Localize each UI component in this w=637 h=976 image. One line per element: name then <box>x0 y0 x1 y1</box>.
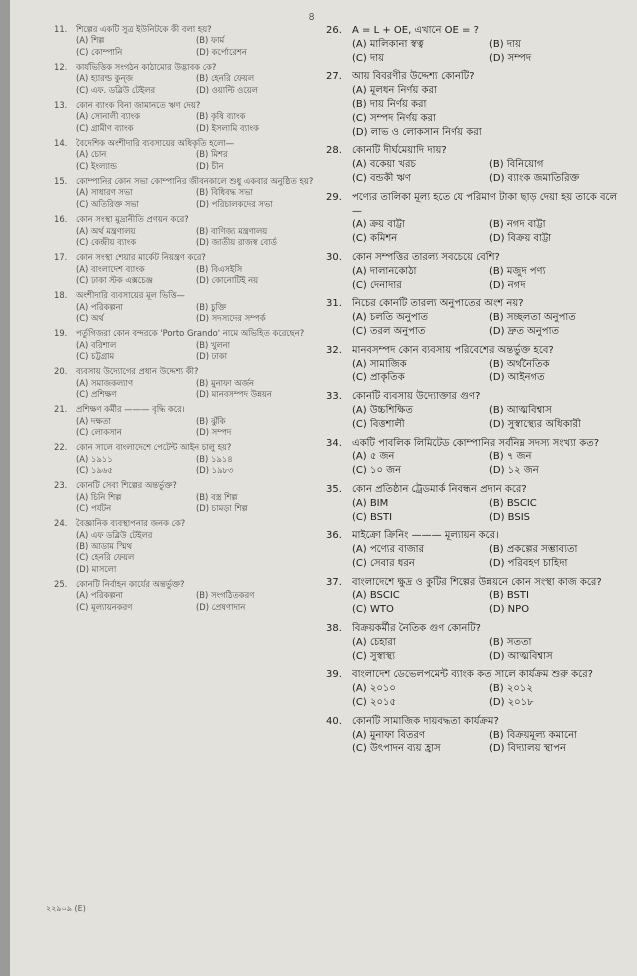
question-row <box>54 138 316 149</box>
question-item <box>54 252 316 286</box>
answer-option: (C) প্রাকৃতিক <box>352 372 405 384</box>
question-item <box>326 668 626 709</box>
answer-option: (B) বাণিজ্য মন্ত্রণালয় <box>196 225 268 236</box>
options-list <box>54 340 316 363</box>
question-item <box>54 24 316 58</box>
answer-option: (D) ওয়াল্টি ওয়েল <box>196 84 258 95</box>
question-number: 36. <box>326 530 342 542</box>
answer-option: (C) বিত্তশালী <box>352 418 405 430</box>
options-list <box>54 416 316 439</box>
question-number: 18. <box>54 290 68 301</box>
answer-option: (D) সম্পদ <box>489 52 532 64</box>
left-column <box>54 24 316 617</box>
question-text: কোন সম্পত্তির তারল্য সবচেয়ে বেশি? <box>352 251 500 263</box>
question-number: 21. <box>54 404 68 415</box>
question-item <box>326 576 626 617</box>
question-row <box>54 328 316 339</box>
question-row <box>54 442 316 453</box>
answer-option: (A) উচ্চশিক্ষিত <box>352 404 413 416</box>
question-item <box>326 251 626 292</box>
answer-option: (D) প্রেষণাদান <box>196 601 246 612</box>
answer-option: (D) ইসলামি ব্যাংক <box>196 122 259 133</box>
question-text: কোন ব্যাংক বিনা জামানতে ঋণ দেয়? <box>76 100 201 111</box>
question-number: 15. <box>54 176 68 187</box>
question-row <box>326 622 626 636</box>
answer-option: (D) ঢাকা <box>196 350 228 361</box>
answer-option: (A) BSCIC <box>352 590 400 602</box>
answer-option: (D) জাতীয় রাজস্ব বোর্ড <box>196 236 277 247</box>
answer-option: (A) পরিকল্পনা <box>76 301 123 312</box>
options-list <box>326 497 626 525</box>
question-row <box>326 576 626 590</box>
answer-option: (C) সেবার ধরন <box>352 557 415 569</box>
question-number: 35. <box>326 483 342 495</box>
question-text: আয় বিবরণীর উদ্দেশ্য কোনটি? <box>352 71 475 83</box>
answer-option: (A) দালানকোঠা <box>352 265 417 277</box>
question-item <box>54 579 316 613</box>
answer-option: (B) দায় নির্ণয় করা <box>352 98 427 110</box>
answer-option: (D) পরিবহণ চাহিদা <box>489 557 568 569</box>
answer-option: (B) ফার্ম <box>196 35 225 46</box>
question-item <box>326 483 626 524</box>
answer-option: (A) মুনাফা বিতরণ <box>352 729 426 741</box>
question-number: 22. <box>54 442 68 453</box>
options-list <box>54 73 316 96</box>
answer-option: (A) চেহারা <box>352 636 396 648</box>
question-row <box>54 290 316 301</box>
answer-option: (A) চিনি শিল্প <box>76 491 122 502</box>
answer-option: (B) হেনরি ফেয়ল <box>196 73 255 84</box>
question-item <box>326 529 626 570</box>
question-text: কোনটি ব্যবসায় উদ্যোক্তার গুণ? <box>352 391 481 403</box>
question-item <box>54 138 316 172</box>
question-text: বিক্রয়কর্মীর নৈতিক গুণ কোনটি? <box>352 623 481 635</box>
answer-option: (B) বস্ত্র শিল্প <box>196 491 238 502</box>
answer-option: (C) বন্ডকী ঋণ <box>352 172 411 184</box>
options-list <box>54 111 316 134</box>
answer-option: (A) সোনালী ব্যাংক <box>76 111 140 122</box>
question-text: মানবসম্পদ কোন ব্যবসায় পরিবেশের অন্তর্ভুক্ত হবে? <box>352 344 554 356</box>
question-number: 38. <box>326 623 342 635</box>
answer-option: (D) মাসলো <box>76 563 117 574</box>
options-list <box>326 682 626 710</box>
question-item <box>326 297 626 338</box>
question-number: 30. <box>326 251 342 263</box>
question-text: কোন সালে বাংলাদেশে পেটেন্ট আইন চালু হয়? <box>76 442 232 453</box>
question-number: 13. <box>54 100 68 111</box>
question-row <box>54 176 316 187</box>
options-list <box>54 187 316 210</box>
question-item <box>326 390 626 431</box>
question-number: 14. <box>54 138 68 149</box>
answer-option: (B) প্রকল্পের সম্ভাব্যতা <box>489 544 578 556</box>
answer-option: (A) হ্যারল্ড কুন্জ <box>76 73 134 84</box>
answer-option: (C) কমিশন <box>352 233 398 245</box>
question-row <box>326 191 626 219</box>
answer-option: (D) ১২ জন <box>489 465 539 477</box>
answer-option: (C) হেনরি ফেয়ল <box>76 552 135 563</box>
answer-option: (A) বকেয়া খরচ <box>352 159 416 171</box>
answer-option: (C) গ্রামীণ ব্যাংক <box>76 122 134 133</box>
exam-page <box>10 0 637 976</box>
answer-option: (C) সুস্বাস্থ্য <box>352 650 396 662</box>
question-item <box>326 622 626 663</box>
question-text: মাইক্রো ক্রিনিং ——— মূল্যায়ন করে। <box>352 530 499 542</box>
question-text: কোনটি সেবা শিল্পের অন্তর্ভুক্ত? <box>76 480 177 491</box>
answer-option: (D) মানবসম্পদ উন্নয়ন <box>196 388 272 399</box>
answer-option: (B) আত্মবিশ্বাস <box>489 404 552 416</box>
question-number: 40. <box>326 715 342 727</box>
question-item <box>54 328 316 362</box>
options-list <box>326 636 626 664</box>
question-number: 29. <box>326 191 342 203</box>
question-item <box>326 715 626 756</box>
answer-option: (B) ৭ জন <box>489 451 532 463</box>
question-text: কোন সংস্থা শেয়ার মার্কেট নিয়ন্ত্রণ করে? <box>76 252 206 263</box>
answer-option: (A) এফ ডব্লিউ টেইলর <box>76 529 153 540</box>
right-column <box>326 24 626 761</box>
answer-option: (A) পরিকল্পনা <box>76 590 123 601</box>
question-number: 39. <box>326 669 342 681</box>
question-number: 17. <box>54 252 68 263</box>
question-row <box>326 390 626 404</box>
question-number: 33. <box>326 391 342 403</box>
answer-option: (B) দায় <box>489 38 521 50</box>
answer-option: (A) বরিশাল <box>76 339 117 350</box>
answer-option: (C) পর্যটন <box>76 503 112 514</box>
question-text: কোনটি দীর্ঘমেয়াদি দায়? <box>352 145 447 157</box>
options-list <box>326 84 626 139</box>
question-row <box>54 518 316 529</box>
question-number: 25. <box>54 579 68 590</box>
answer-option: (D) লাভ ও লোকসান নির্ণয় করা <box>352 126 482 138</box>
answer-option: (D) বিদ্যালয় স্থাপন <box>489 743 566 755</box>
answer-option: (B) অর্থনৈতিক <box>489 358 550 370</box>
question-item <box>54 518 316 575</box>
question-text: কোম্পানির কোন সভা কোম্পানির জীবনকালে শুধু একবার অনুষ্ঠিত হয়? <box>76 176 314 187</box>
options-list <box>54 226 316 249</box>
options-list <box>326 729 626 757</box>
question-item <box>326 70 626 139</box>
question-row <box>326 715 626 729</box>
question-row <box>54 252 316 263</box>
question-number: 31. <box>326 298 342 310</box>
question-item <box>54 366 316 400</box>
answer-option: (C) প্রশিক্ষণ <box>76 388 117 399</box>
answer-option: (D) সুস্বাস্থ্যের অধিকারী <box>489 418 581 430</box>
answer-option: (B) বিধিবদ্ধ সভা <box>196 187 253 198</box>
question-text: ব্যবসায় উদ্যোগের প্রধান উদ্দেশ্য কী? <box>76 366 199 377</box>
question-text: A = L + OE, এখানে OE = ? <box>352 25 479 36</box>
options-list <box>326 450 626 478</box>
options-list <box>54 590 316 613</box>
answer-option: (A) BIM <box>352 497 389 509</box>
answer-option: (A) দক্ষতা <box>76 415 111 426</box>
answer-option: (D) ১৯৮৩ <box>196 465 234 476</box>
options-list <box>54 264 316 287</box>
question-text: শিল্পের একটি সুত্র ইউনিটকে কী বলা হয়? <box>76 24 212 34</box>
answer-option: (D) ব্যাংক জমাতিরিক্ত <box>489 172 580 184</box>
question-row <box>54 62 316 73</box>
question-number: 26. <box>326 25 342 36</box>
options-list <box>326 358 626 386</box>
options-list <box>54 302 316 325</box>
question-text: পণ্যের তালিকা মূল্য হতে যে পরিমাণ টাকা ছাড় দেয়া হয় তাকে বলে— <box>352 191 618 217</box>
answer-option: (B) সততা <box>489 636 532 648</box>
question-row <box>326 529 626 543</box>
answer-option: (C) সম্পদ নির্ণয় করা <box>352 112 436 124</box>
question-row <box>326 437 626 451</box>
question-text: কোনটি সামাজিক দায়বদ্ধতা কার্যক্রম? <box>352 715 499 727</box>
answer-option: (D) কর্পোরেশন <box>196 46 247 57</box>
answer-option: (B) BSTI <box>489 590 529 602</box>
question-number: 20. <box>54 366 68 377</box>
answer-option: (B) মিশর <box>196 149 228 160</box>
question-number: 24. <box>54 518 68 529</box>
question-text: কোনটি নির্বাহন কার্যের অন্তর্ভুক্ত? <box>76 579 185 590</box>
answer-option: (C) দেনাদার <box>352 279 402 291</box>
question-number: 11. <box>54 24 68 34</box>
options-list <box>54 378 316 401</box>
answer-option: (B) বিএসইসি <box>196 263 243 274</box>
answer-option: (D) NPO <box>489 604 530 616</box>
question-item <box>54 100 316 134</box>
options-list <box>326 38 626 66</box>
answer-option: (C) কেন্দ্রীয় ব্যাংক <box>76 236 137 247</box>
options-list <box>54 530 316 575</box>
answer-option: (B) ১৯১৪ <box>196 453 233 464</box>
answer-option: (B) কৃষি ব্যাংক <box>196 111 246 122</box>
question-row <box>326 344 626 358</box>
question-text: কার্যভিত্তিক সংগঠন কাঠামোর উদ্ভাবক কে? <box>76 62 217 73</box>
options-list <box>326 265 626 293</box>
question-row <box>54 579 316 590</box>
options-list <box>54 35 316 58</box>
answer-option: (B) নগদ বাট্টা <box>489 219 546 231</box>
question-item <box>326 144 626 185</box>
question-item <box>54 176 316 210</box>
answer-option: (A) পণ্যের বাজার <box>352 544 425 556</box>
options-list <box>326 404 626 432</box>
answer-option: (A) ক্রয় বাট্টা <box>352 219 405 231</box>
answer-option: (C) অর্থ <box>76 312 104 323</box>
answer-option: (C) অতিরিক্ত সভা <box>76 198 139 209</box>
answer-option: (B) বিক্রয়মূল্য কমানো <box>489 729 577 741</box>
question-number: 12. <box>54 62 68 73</box>
answer-option: (C) মূল্যায়নকরণ <box>76 601 133 612</box>
answer-option: (C) উৎপাদন ব্যয় হ্রাস <box>352 743 441 755</box>
options-list <box>326 589 626 617</box>
options-list <box>326 543 626 571</box>
question-row <box>54 24 316 35</box>
answer-option: (D) বিক্রয় বাট্টা <box>489 233 552 245</box>
options-list <box>326 158 626 186</box>
answer-option: (C) ঢাকা স্টক এক্সচেঞ্জ <box>76 274 153 285</box>
answer-option: (C) লোকসান <box>76 427 122 437</box>
answer-option: (A) চলতি অনুপাত <box>352 312 429 324</box>
question-row <box>326 251 626 265</box>
question-row <box>54 100 316 111</box>
answer-option: (B) BSCIC <box>489 497 537 509</box>
question-item <box>326 191 626 246</box>
question-item <box>326 437 626 478</box>
answer-option: (A) শিল্প <box>76 35 105 46</box>
question-text: বৈজ্ঞানিক ব্যবস্থাপনার জনক কে? <box>76 518 186 529</box>
answer-option: (D) সম্পদ <box>196 427 232 437</box>
question-text: পর্তুগিজরা কোন বন্দরকে 'Porto Grando' নামে অভিহিত করেছেন? <box>76 328 305 339</box>
question-number: 19. <box>54 328 68 339</box>
question-item <box>54 404 316 438</box>
question-row <box>326 668 626 682</box>
answer-option: (A) চোন <box>76 149 107 160</box>
answer-option: (B) সচ্ছলতা অনুপাত <box>489 312 576 324</box>
answer-option: (A) মূলধন নির্ণয় করা <box>352 85 437 97</box>
answer-option: (A) মালিকানা স্বত্ব <box>352 38 424 50</box>
answer-option: (D) BSIS <box>489 511 531 523</box>
answer-option: (A) সামাজিক <box>352 358 407 370</box>
question-item <box>326 24 626 65</box>
answer-option: (B) আডাম স্মিথ <box>76 541 133 552</box>
question-item <box>54 480 316 514</box>
answer-option: (B) সংগঠিতকরণ <box>196 590 255 601</box>
answer-option: (B) ঝুঁকি <box>196 415 226 426</box>
answer-option: (C) BSTI <box>352 511 393 523</box>
question-row <box>326 483 626 497</box>
question-text: বাংলাদেশে ক্ষুদ্র ও কুটির শিল্পের উন্নয়নে কোন সংস্থা কাজ করে? <box>352 576 602 588</box>
answer-option: (D) কোনোটিই নয় <box>196 274 259 285</box>
question-number: 28. <box>326 145 342 157</box>
answer-option: (A) ১৯১১ <box>76 453 113 464</box>
question-row <box>326 297 626 311</box>
answer-option: (D) সদস্যদের সম্পর্ক <box>196 312 266 323</box>
answer-option: (A) ২০১০ <box>352 683 396 695</box>
answer-option: (D) পরিচালকদের সভা <box>196 198 273 209</box>
answer-option: (C) ইংল্যান্ড <box>76 160 117 171</box>
question-text: বাংলাদেশ ডেভেলপমেন্ট ব্যাংক কত সালে কার্যক্রম শুরু করে? <box>352 669 593 681</box>
answer-option: (C) তরল অনুপাত <box>352 325 426 337</box>
question-text: নিচের কোনটি তারল্য অনুপাতের অংশ নয়? <box>352 298 524 310</box>
answer-option: (D) দ্রুত অনুপাত <box>489 325 559 337</box>
question-number: 16. <box>54 214 68 225</box>
answer-option: (D) চীন <box>196 160 224 171</box>
answer-option: (C) দায় <box>352 52 385 64</box>
answer-option: (B) খুলনা <box>196 339 231 350</box>
answer-option: (D) চামড়া শিল্প <box>196 503 248 514</box>
answer-option: (C) ২০১৫ <box>352 697 396 709</box>
question-item <box>54 290 316 324</box>
answer-option: (B) ২০১২ <box>489 683 533 695</box>
answer-option: (C) ১০ জন <box>352 465 402 477</box>
question-row <box>54 480 316 491</box>
question-text: কোন প্রতিষ্ঠান ট্রেডমার্ক নিবন্ধন প্রদান করে? <box>352 483 527 495</box>
answer-option: (B) বিনিয়োগ <box>489 159 544 171</box>
answer-option: (C) চট্টগ্রাম <box>76 350 115 361</box>
answer-option: (A) সমাজকল্যাণ <box>76 377 134 388</box>
question-item <box>54 62 316 96</box>
answer-option: (A) সাধারণ সভা <box>76 187 133 198</box>
answer-option: (B) চুক্তি <box>196 301 226 312</box>
question-number: 27. <box>326 71 342 83</box>
question-row <box>326 144 626 158</box>
options-list <box>326 218 626 246</box>
answer-option: (D) আত্মবিশ্বাস <box>489 650 553 662</box>
page-number: ৪ <box>308 10 316 23</box>
question-text: বৈদেশিক অংশীদারি ব্যবসায়ের অধিকৃতি হলো— <box>76 138 235 149</box>
footer-code: ২২৯০৯ (E) <box>46 904 86 913</box>
options-list <box>54 492 316 515</box>
options-list <box>54 149 316 172</box>
question-number: 23. <box>54 480 68 491</box>
question-number: 32. <box>326 344 342 356</box>
question-row <box>54 214 316 225</box>
question-text: কোন সংস্থা মুদ্রানীতি প্রণয়ন করে? <box>76 214 189 225</box>
question-text: অংশীদারি ব্যবসায়ের মূল ভিত্তি— <box>76 290 185 301</box>
answer-option: (B) মজুদ পণ্য <box>489 265 546 277</box>
answer-option: (C) ১৯৬৫ <box>76 465 113 476</box>
answer-option: (D) ২০১৮ <box>489 697 534 709</box>
answer-option: (C) WTO <box>352 604 394 616</box>
options-list <box>54 454 316 477</box>
answer-option: (A) অর্থ মন্ত্রণালয় <box>76 225 136 236</box>
answer-option: (B) মুনাফা অর্জন <box>196 377 254 388</box>
question-item <box>54 214 316 248</box>
question-text: একটি পাবলিক লিমিটেড কোম্পানির সর্বনিম্ন সদস্য সংখ্যা কত? <box>352 437 600 449</box>
question-row <box>326 70 626 84</box>
answer-option: (C) এফ. ডব্লিউ টেইলর <box>76 84 156 95</box>
answer-option: (A) ৫ জন <box>352 451 395 463</box>
answer-option: (C) কোম্পানি <box>76 46 123 57</box>
question-row <box>326 24 626 38</box>
question-number: 34. <box>326 437 342 449</box>
answer-option: (D) নগদ <box>489 279 526 291</box>
question-row <box>54 366 316 377</box>
question-item <box>326 344 626 385</box>
answer-option: (D) আইনগত <box>489 372 545 384</box>
question-number: 37. <box>326 576 342 588</box>
question-item <box>54 442 316 476</box>
question-text: প্রশিক্ষণ কর্মীর ——— বৃদ্ধি করে। <box>76 404 185 415</box>
options-list <box>326 311 626 339</box>
question-row <box>54 404 316 415</box>
answer-option: (A) বাংলাদেশ ব্যাংক <box>76 263 145 274</box>
